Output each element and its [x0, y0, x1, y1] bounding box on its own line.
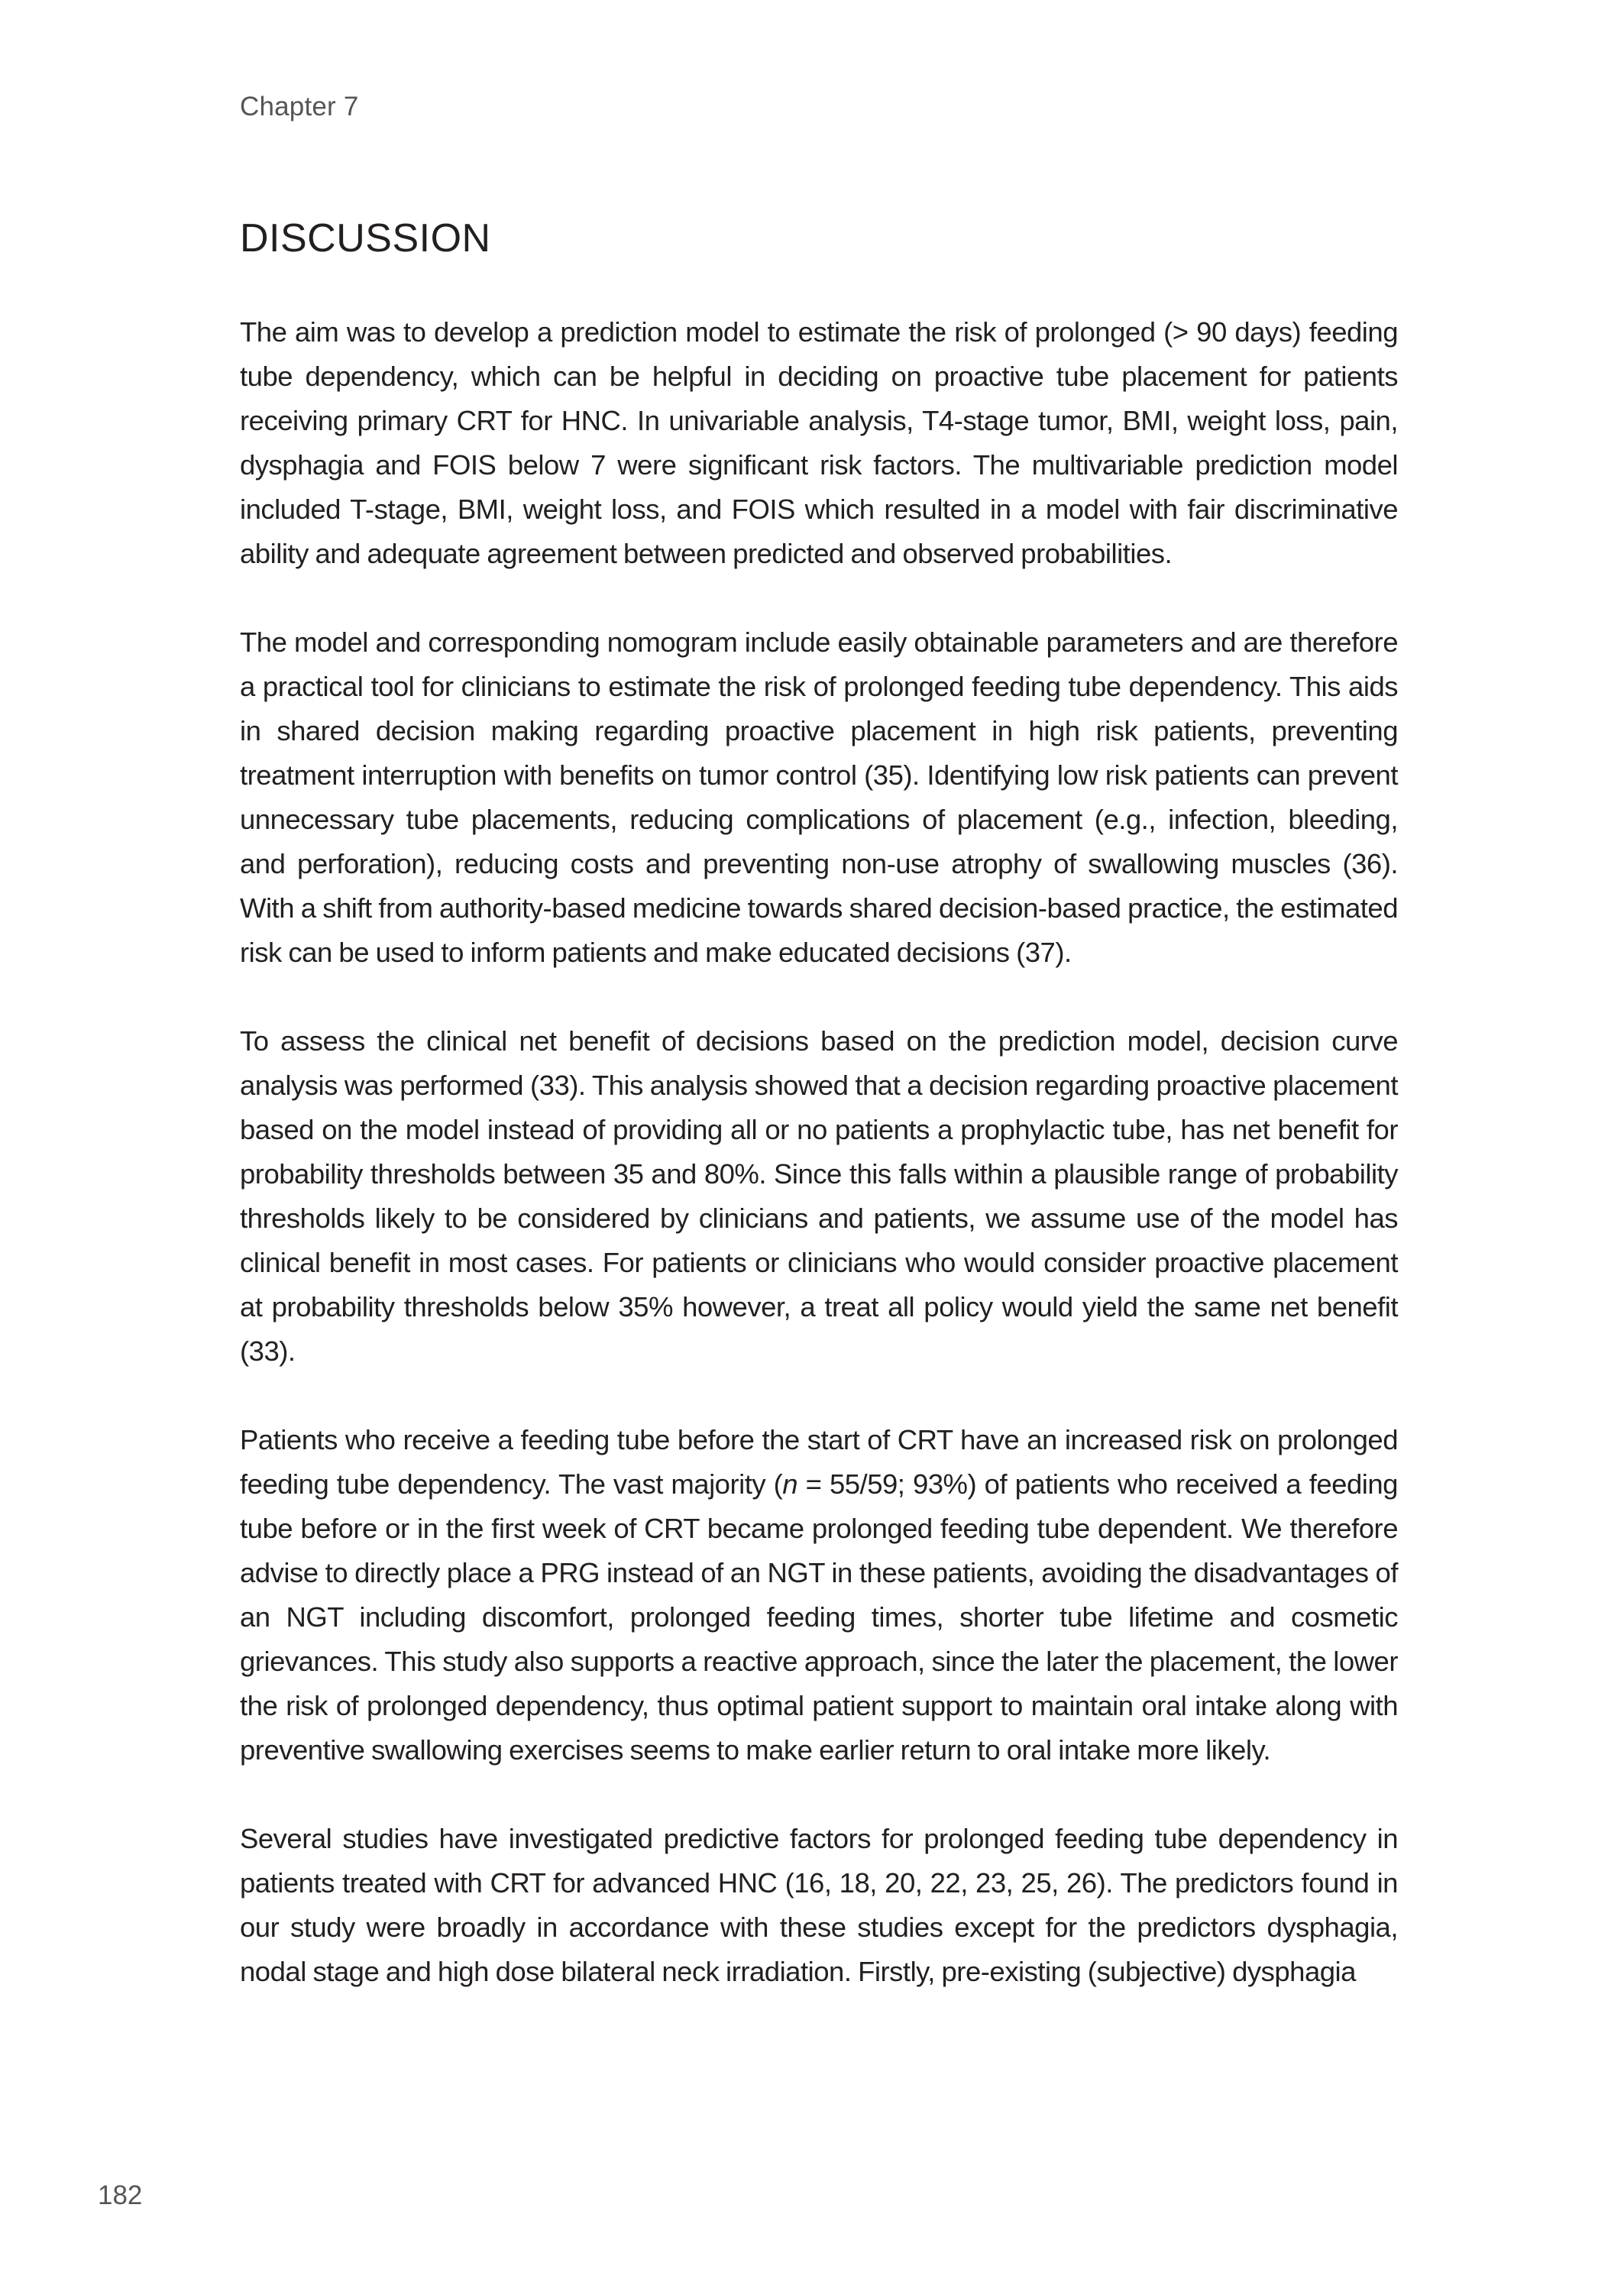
- paragraph-text: = 55/59; 93%) of patients who received a feeding tube before or in the first week of CRT became prolonged feeding tube dependent. We therefore advise to directly place a PRG instead of an NGT in these patients, avoiding the disadvantages of an NGT including discomfort, prolonged feeding times, shorter tube lifetime and cosmetic grievances. This study also supports a reactive approach, since the later the placement, the lower the risk of prolonged dependency, thus optimal patient support to maintain oral intake along with preventive swallowing exercises seems to make earlier return to oral intake more likely.: [240, 1468, 1398, 1766]
- paragraph: To assess the clinical net benefit of decisions based on the prediction model, decision curve analysis was performed (33). This analysis showed that a decision regarding proactive placement based on the model instead of providing all or no patients a prophylactic tube, has net benefit for probability thresholds between 35 and 80%. Since this falls within a plausible range of probability thresholds likely to be considered by clinicians and patients, we assume use of the model has clinical benefit in most cases. For patients or clinicians who would consider proactive placement at probability thresholds below 35% however, a treat all policy would yield the same net benefit (33).: [240, 1025, 1398, 1367]
- paragraph: Several studies have investigated predictive factors for prolonged feeding tube dependency in patients treated with CRT for advanced HNC (16, 18, 20, 22, 23, 25, 26). The predictors found in our study were broadly in accordance with these studies except for the predictors dysphagia, nodal stage and high dose bilateral neck irradiation. Firstly, pre-existing (subjective) dysphagia: [240, 1823, 1398, 1987]
- running-head: Chapter 7: [240, 92, 359, 121]
- section-heading: DISCUSSION: [240, 216, 491, 261]
- paragraph: [240, 1418, 1398, 1772]
- italic-variable: n: [782, 1468, 798, 1500]
- paragraph: The aim was to develop a prediction model to estimate the risk of prolonged (> 90 days) feeding tube dependency, which can be helpful in deciding on proactive tube placement for patients receiving primary CRT for HNC. In univariable analysis, T4-stage tumor, BMI, weight loss, pain, dysphagia and FOIS below 7 were significant risk factors. The multivariable prediction model included T-stage, BMI, weight loss, and FOIS which resulted in a model with fair discriminative ability and adequate agreement between predicted and observed probabilities.: [240, 316, 1398, 569]
- paragraph-text: Patients who receive a feeding tube before the start of CRT have an increased risk on prolonged feeding tube dependency. The vast majority (: [240, 1424, 1398, 1500]
- body-text: [240, 310, 1398, 2038]
- paragraph: The model and corresponding nomogram include easily obtainable parameters and are therefore a practical tool for clinicians to estimate the risk of prolonged feeding tube dependency. This aids in shared decision making regarding proactive placement in high risk patients, preventing treatment interruption with benefits on tumor control (35). Identifying low risk patients can prevent unnecessary tube placements, reducing complications of placement (e.g., infection, bleeding, and perforation), reducing costs and preventing non-use atrophy of swallowing muscles (36). With a shift from authority-based medicine towards shared decision-based practice, the estimated risk can be used to inform patients and make educated decisions (37).: [240, 626, 1398, 968]
- page-number: 182: [98, 2180, 143, 2210]
